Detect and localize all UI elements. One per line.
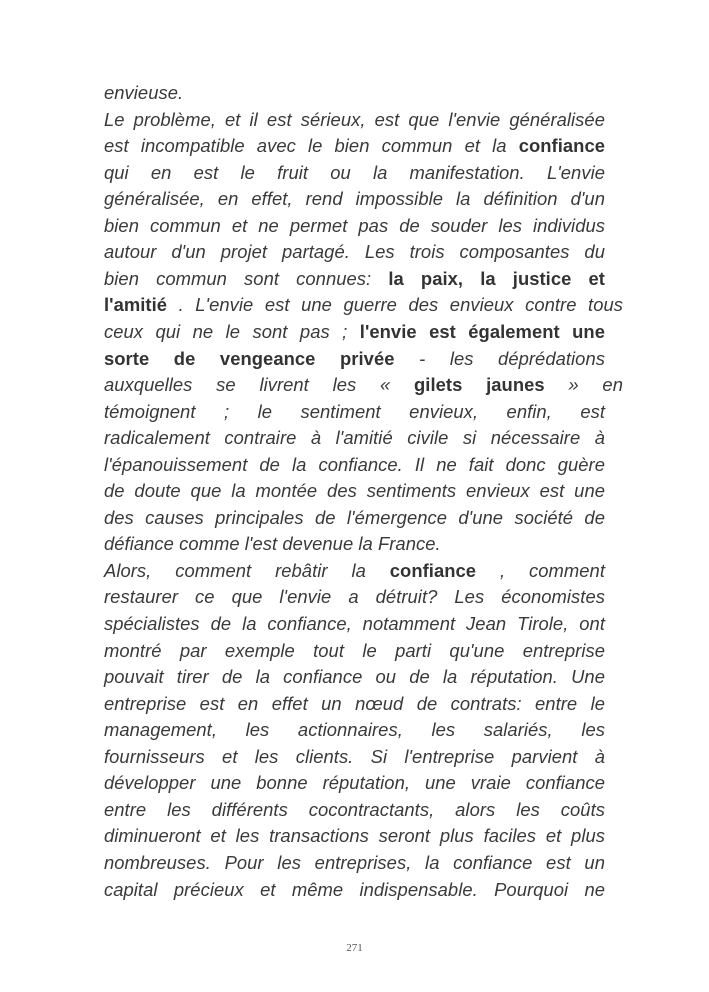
text-line: restaurer ce que l'envie a détruit? Les économistes xyxy=(104,586,605,608)
text-line: autour d'un projet partagé. Les trois composantes du xyxy=(104,241,605,263)
text-line: management, les actionnaires, les salariés, les xyxy=(104,719,605,741)
text-line: envieuse. xyxy=(104,82,184,103)
text-line: sorte de vengeance privée - les déprédations xyxy=(104,347,605,369)
text-line: spécialistes de la confiance, notamment Jean Tirole, ont xyxy=(104,613,605,634)
text-line: entre les différents cocontractants, alors les coûts xyxy=(104,798,605,820)
text-line: diminueront et les transactions seront plus faciles et plus xyxy=(104,825,605,847)
text-line: auxquelles se livrent les « gilets jaunes » en xyxy=(104,374,623,396)
text-line: bien commun et ne permet pas de souder les individus xyxy=(104,214,605,236)
text-line: ceux qui ne le sont pas ; l'envie est également une xyxy=(104,320,605,342)
text-line: Le problème, et il est sérieux, est que l'envie généralisée xyxy=(104,108,605,130)
text-line: témoignent ; le sentiment envieux, enfin, est xyxy=(104,400,605,422)
text-line: pouvait tirer de la confiance ou de la réputation. Une xyxy=(104,666,605,688)
text-line: bien commun sont connues: la paix, la justice et xyxy=(104,267,605,289)
text-line: capital précieux et même indispensable. Pourquoi ne xyxy=(104,878,605,900)
page-number: 271 xyxy=(346,942,363,954)
text-line: défiance comme l'est devenue la France. xyxy=(104,533,441,555)
text-line: développer une bonne réputation, une vraie confiance xyxy=(104,772,605,794)
text-line: l'épanouissement de la confiance. Il ne fait donc guère xyxy=(104,453,605,475)
text-line: Alors, comment rebâtir la confiance , comment xyxy=(104,559,605,581)
text-line: qui en est le fruit ou la manifestation. L'envie xyxy=(104,161,605,183)
text-line: radicalement contraire à l'amitié civile si nécessaire à xyxy=(104,427,605,449)
text-line: des causes principales de l'émergence d'une société de xyxy=(104,506,605,528)
text-line: montré par exemple tout le parti qu'une entreprise xyxy=(104,639,605,661)
text-line: entreprise est en effet un nœud de contrats: entre le xyxy=(104,692,605,714)
text-line: fournisseurs et les clients. Si l'entreprise parvient à xyxy=(104,745,605,767)
text-line: de doute que la montée des sentiments envieux est une xyxy=(104,480,605,502)
text-line: généralisée, en effet, rend impossible la définition d'un xyxy=(104,188,605,210)
text-line: l'amitié . L'envie est une guerre des envieux contre tous xyxy=(104,294,623,316)
text-line: nombreuses. Pour les entreprises, la confiance est un xyxy=(104,851,605,873)
text-line: est incompatible avec le bien commun et la confiance xyxy=(104,135,605,157)
